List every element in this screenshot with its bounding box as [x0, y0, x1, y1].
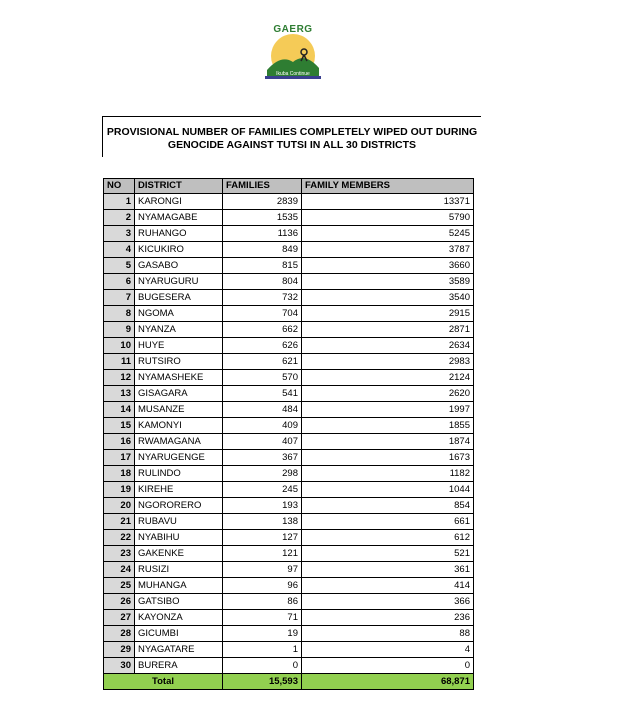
table-row — [104, 610, 474, 626]
table-row — [104, 226, 474, 242]
row-families: 1136 — [223, 226, 302, 242]
row-families: 127 — [223, 530, 302, 546]
row-families: 704 — [223, 306, 302, 322]
row-no: 30 — [104, 658, 135, 674]
row-no: 15 — [104, 418, 135, 434]
row-district: KAYONZA — [135, 610, 223, 626]
row-no: 5 — [104, 258, 135, 274]
row-families: 484 — [223, 402, 302, 418]
row-district: MUSANZE — [135, 402, 223, 418]
logo-tagline: Ikuba Continue — [276, 71, 310, 77]
row-members: 0 — [302, 658, 474, 674]
row-no: 1 — [104, 194, 135, 210]
table-row — [104, 354, 474, 370]
header-district: DISTRICT — [135, 179, 223, 194]
header-family-members: FAMILY MEMBERS — [302, 179, 474, 194]
row-district: BUGESERA — [135, 290, 223, 306]
row-members: 3787 — [302, 242, 474, 258]
table-header-row — [104, 179, 474, 194]
row-no: 16 — [104, 434, 135, 450]
row-district: NYABIHU — [135, 530, 223, 546]
row-district: HUYE — [135, 338, 223, 354]
row-district: GISAGARA — [135, 386, 223, 402]
row-no: 13 — [104, 386, 135, 402]
row-district: NYAMAGABE — [135, 210, 223, 226]
table-row — [104, 338, 474, 354]
row-district: NYAGATARE — [135, 642, 223, 658]
row-members: 3540 — [302, 290, 474, 306]
row-members: 366 — [302, 594, 474, 610]
row-families: 96 — [223, 578, 302, 594]
row-members: 1874 — [302, 434, 474, 450]
logo-text: GAERG — [273, 24, 313, 35]
row-families: 626 — [223, 338, 302, 354]
table-row — [104, 562, 474, 578]
row-no: 6 — [104, 274, 135, 290]
row-no: 10 — [104, 338, 135, 354]
row-families: 1535 — [223, 210, 302, 226]
row-district: GASABO — [135, 258, 223, 274]
row-no: 17 — [104, 450, 135, 466]
page-title: PROVISIONAL NUMBER OF FAMILIES COMPLETELY WIPED OUT DURING GENOCIDE AGAINST TUTSI IN ALL 30 DISTRICTS — [106, 126, 478, 151]
row-no: 12 — [104, 370, 135, 386]
row-members: 2620 — [302, 386, 474, 402]
row-district: NGORORERO — [135, 498, 223, 514]
row-families: 1 — [223, 642, 302, 658]
row-families: 86 — [223, 594, 302, 610]
table-row — [104, 290, 474, 306]
row-district: RUTSIRO — [135, 354, 223, 370]
header-no: NO — [104, 179, 135, 194]
row-families: 849 — [223, 242, 302, 258]
row-families: 0 — [223, 658, 302, 674]
row-district: NGOMA — [135, 306, 223, 322]
row-families: 193 — [223, 498, 302, 514]
table-row — [104, 210, 474, 226]
row-no: 29 — [104, 642, 135, 658]
row-district: KIREHE — [135, 482, 223, 498]
row-district: KAMONYI — [135, 418, 223, 434]
row-district: RULINDO — [135, 466, 223, 482]
table-row — [104, 322, 474, 338]
total-row — [104, 674, 474, 690]
row-members: 2983 — [302, 354, 474, 370]
row-members: 521 — [302, 546, 474, 562]
row-no: 25 — [104, 578, 135, 594]
row-district: RUBAVU — [135, 514, 223, 530]
table-row — [104, 578, 474, 594]
table-row — [104, 514, 474, 530]
row-district: RWAMAGANA — [135, 434, 223, 450]
row-no: 18 — [104, 466, 135, 482]
table-row — [104, 482, 474, 498]
table-row — [104, 594, 474, 610]
row-no: 7 — [104, 290, 135, 306]
row-no: 20 — [104, 498, 135, 514]
row-district: NYAMASHEKE — [135, 370, 223, 386]
table-row — [104, 194, 474, 210]
row-members: 361 — [302, 562, 474, 578]
row-members: 3589 — [302, 274, 474, 290]
row-no: 24 — [104, 562, 135, 578]
header-families: FAMILIES — [223, 179, 302, 194]
row-district: RUSIZI — [135, 562, 223, 578]
row-families: 407 — [223, 434, 302, 450]
gaerg-logo — [261, 24, 325, 80]
table-row — [104, 306, 474, 322]
row-district: NYARUGURU — [135, 274, 223, 290]
row-families: 804 — [223, 274, 302, 290]
row-members: 661 — [302, 514, 474, 530]
row-families: 409 — [223, 418, 302, 434]
row-families: 245 — [223, 482, 302, 498]
table-row — [104, 546, 474, 562]
table-row — [104, 418, 474, 434]
row-no: 22 — [104, 530, 135, 546]
table-row — [104, 258, 474, 274]
table-row — [104, 466, 474, 482]
row-district: MUHANGA — [135, 578, 223, 594]
row-families: 815 — [223, 258, 302, 274]
table-row — [104, 242, 474, 258]
row-families: 621 — [223, 354, 302, 370]
row-members: 5790 — [302, 210, 474, 226]
table-row — [104, 274, 474, 290]
row-no: 11 — [104, 354, 135, 370]
table-row — [104, 370, 474, 386]
row-families: 298 — [223, 466, 302, 482]
row-families: 662 — [223, 322, 302, 338]
row-no: 14 — [104, 402, 135, 418]
row-families: 732 — [223, 290, 302, 306]
total-members: 68,871 — [302, 674, 474, 690]
row-members: 5245 — [302, 226, 474, 242]
row-members: 236 — [302, 610, 474, 626]
row-families: 2839 — [223, 194, 302, 210]
total-families: 15,593 — [223, 674, 302, 690]
row-no: 26 — [104, 594, 135, 610]
row-no: 27 — [104, 610, 135, 626]
row-no: 4 — [104, 242, 135, 258]
row-members: 414 — [302, 578, 474, 594]
row-members: 4 — [302, 642, 474, 658]
table-row — [104, 626, 474, 642]
districts-table — [103, 178, 474, 690]
row-no: 19 — [104, 482, 135, 498]
table-row — [104, 450, 474, 466]
row-district: KARONGI — [135, 194, 223, 210]
row-no: 9 — [104, 322, 135, 338]
row-families: 367 — [223, 450, 302, 466]
row-members: 2124 — [302, 370, 474, 386]
table-row — [104, 530, 474, 546]
row-no: 3 — [104, 226, 135, 242]
row-members: 13371 — [302, 194, 474, 210]
table-row — [104, 434, 474, 450]
row-members: 1855 — [302, 418, 474, 434]
row-district: GICUMBI — [135, 626, 223, 642]
row-no: 8 — [104, 306, 135, 322]
row-members: 854 — [302, 498, 474, 514]
row-no: 2 — [104, 210, 135, 226]
row-members: 88 — [302, 626, 474, 642]
row-no: 23 — [104, 546, 135, 562]
title-box — [102, 116, 481, 157]
row-members: 1997 — [302, 402, 474, 418]
row-families: 121 — [223, 546, 302, 562]
row-no: 28 — [104, 626, 135, 642]
row-district: KICUKIRO — [135, 242, 223, 258]
row-district: GATSIBO — [135, 594, 223, 610]
row-families: 541 — [223, 386, 302, 402]
row-district: GAKENKE — [135, 546, 223, 562]
row-members: 2915 — [302, 306, 474, 322]
row-no: 21 — [104, 514, 135, 530]
row-members: 612 — [302, 530, 474, 546]
row-families: 570 — [223, 370, 302, 386]
row-members: 2634 — [302, 338, 474, 354]
table-row — [104, 402, 474, 418]
row-district: NYARUGENGE — [135, 450, 223, 466]
row-members: 1182 — [302, 466, 474, 482]
table-row — [104, 658, 474, 674]
total-label: Total — [104, 674, 223, 690]
row-families: 138 — [223, 514, 302, 530]
row-families: 71 — [223, 610, 302, 626]
row-members: 1673 — [302, 450, 474, 466]
row-families: 19 — [223, 626, 302, 642]
row-district: NYANZA — [135, 322, 223, 338]
row-district: RUHANGO — [135, 226, 223, 242]
row-families: 97 — [223, 562, 302, 578]
row-members: 2871 — [302, 322, 474, 338]
row-district: BURERA — [135, 658, 223, 674]
table-row — [104, 498, 474, 514]
row-members: 1044 — [302, 482, 474, 498]
row-members: 3660 — [302, 258, 474, 274]
table-row — [104, 386, 474, 402]
table-row — [104, 642, 474, 658]
